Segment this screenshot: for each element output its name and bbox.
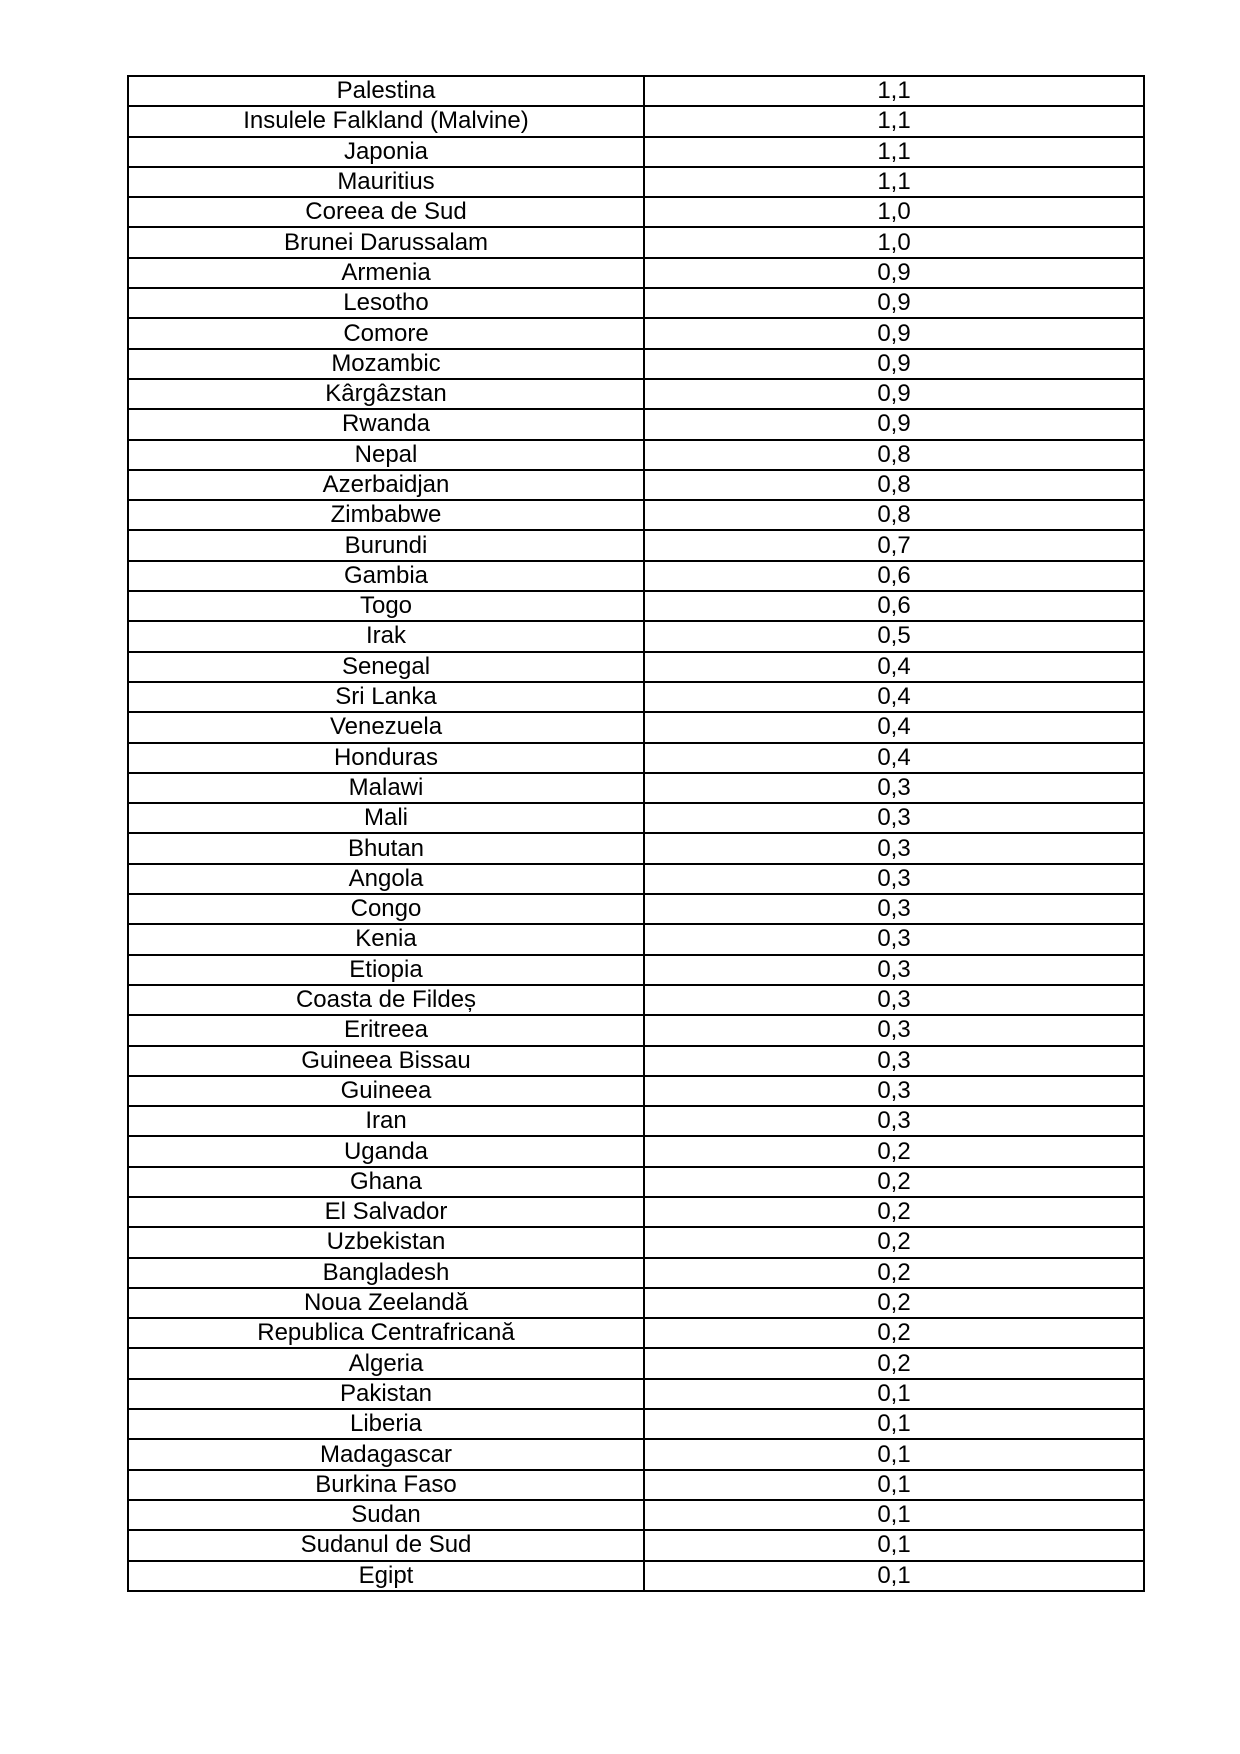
value-cell: 0,3 [644, 985, 1144, 1015]
value-cell: 0,3 [644, 1106, 1144, 1136]
country-cell: Eritreea [128, 1015, 644, 1045]
table-row [128, 652, 1144, 682]
table-row [128, 1015, 1144, 1045]
country-cell: Venezuela [128, 712, 644, 742]
value-cell: 0,9 [644, 258, 1144, 288]
value-cell: 0,1 [644, 1409, 1144, 1439]
table-row [128, 530, 1144, 560]
country-cell: Burkina Faso [128, 1470, 644, 1500]
table-row [128, 1561, 1144, 1591]
country-cell: Senegal [128, 652, 644, 682]
country-cell: Sudanul de Sud [128, 1530, 644, 1560]
country-cell: Iran [128, 1106, 644, 1136]
table-row [128, 561, 1144, 591]
country-cell: Madagascar [128, 1439, 644, 1469]
country-cell: Nepal [128, 440, 644, 470]
value-cell: 0,3 [644, 773, 1144, 803]
country-cell: Azerbaidjan [128, 470, 644, 500]
value-cell: 0,2 [644, 1197, 1144, 1227]
value-cell: 1,0 [644, 227, 1144, 257]
value-cell: 0,3 [644, 833, 1144, 863]
table-row [128, 985, 1144, 1015]
table-row [128, 137, 1144, 167]
value-cell: 0,6 [644, 591, 1144, 621]
table-row [128, 1076, 1144, 1106]
table-row [128, 227, 1144, 257]
value-cell: 0,1 [644, 1439, 1144, 1469]
value-cell: 1,1 [644, 106, 1144, 136]
table-row [128, 743, 1144, 773]
value-cell: 0,3 [644, 1046, 1144, 1076]
value-cell: 0,3 [644, 1015, 1144, 1045]
table-row [128, 106, 1144, 136]
table-row [128, 318, 1144, 348]
country-cell: Sudan [128, 1500, 644, 1530]
value-cell: 0,4 [644, 743, 1144, 773]
value-cell: 0,9 [644, 409, 1144, 439]
value-cell: 0,9 [644, 349, 1144, 379]
table-row [128, 288, 1144, 318]
table-row [128, 1379, 1144, 1409]
value-cell: 0,2 [644, 1227, 1144, 1257]
value-cell: 0,2 [644, 1318, 1144, 1348]
value-cell: 1,1 [644, 137, 1144, 167]
value-cell: 0,2 [644, 1136, 1144, 1166]
value-cell: 0,6 [644, 561, 1144, 591]
value-cell: 0,3 [644, 894, 1144, 924]
country-cell: Togo [128, 591, 644, 621]
country-cell: Republica Centrafricană [128, 1318, 644, 1348]
value-cell: 0,4 [644, 712, 1144, 742]
table-row [128, 1318, 1144, 1348]
table-row [128, 1409, 1144, 1439]
country-cell: Ghana [128, 1167, 644, 1197]
value-cell: 0,1 [644, 1530, 1144, 1560]
value-cell: 0,9 [644, 288, 1144, 318]
value-cell: 1,1 [644, 76, 1144, 106]
table-row [128, 894, 1144, 924]
country-cell: Coasta de Fildeș [128, 985, 644, 1015]
table-row [128, 864, 1144, 894]
country-cell: Japonia [128, 137, 644, 167]
value-cell: 0,1 [644, 1500, 1144, 1530]
value-cell: 0,8 [644, 440, 1144, 470]
table-body [128, 76, 1144, 1591]
value-cell: 0,3 [644, 924, 1144, 954]
country-cell: Malawi [128, 773, 644, 803]
country-cell: Honduras [128, 743, 644, 773]
country-cell: El Salvador [128, 1197, 644, 1227]
country-cell: Lesotho [128, 288, 644, 318]
value-cell: 0,1 [644, 1470, 1144, 1500]
value-cell: 0,3 [644, 955, 1144, 985]
table-row [128, 773, 1144, 803]
table-row [128, 258, 1144, 288]
country-cell: Coreea de Sud [128, 197, 644, 227]
country-value-table [127, 75, 1145, 1592]
country-cell: Guineea Bissau [128, 1046, 644, 1076]
value-cell: 0,3 [644, 864, 1144, 894]
value-cell: 0,9 [644, 379, 1144, 409]
country-cell: Bangladesh [128, 1258, 644, 1288]
country-cell: Liberia [128, 1409, 644, 1439]
table-row [128, 621, 1144, 651]
table-row [128, 1167, 1144, 1197]
value-cell: 0,4 [644, 652, 1144, 682]
country-cell: Armenia [128, 258, 644, 288]
value-cell: 0,8 [644, 500, 1144, 530]
table-row [128, 955, 1144, 985]
country-cell: Palestina [128, 76, 644, 106]
country-cell: Irak [128, 621, 644, 651]
country-cell: Gambia [128, 561, 644, 591]
country-cell: Noua Zeelandă [128, 1288, 644, 1318]
country-cell: Kenia [128, 924, 644, 954]
value-cell: 0,8 [644, 470, 1144, 500]
country-cell: Etiopia [128, 955, 644, 985]
table-row [128, 197, 1144, 227]
country-cell: Zimbabwe [128, 500, 644, 530]
table-row [128, 924, 1144, 954]
table-row [128, 379, 1144, 409]
value-cell: 0,7 [644, 530, 1144, 560]
value-cell: 0,4 [644, 682, 1144, 712]
country-cell: Pakistan [128, 1379, 644, 1409]
table-row [128, 682, 1144, 712]
table-row [128, 1470, 1144, 1500]
country-cell: Uzbekistan [128, 1227, 644, 1257]
table-row [128, 1136, 1144, 1166]
table-row [128, 1530, 1144, 1560]
country-cell: Mali [128, 803, 644, 833]
value-cell: 0,3 [644, 803, 1144, 833]
country-cell: Angola [128, 864, 644, 894]
table-row [128, 500, 1144, 530]
table-row [128, 349, 1144, 379]
country-cell: Brunei Darussalam [128, 227, 644, 257]
value-cell: 0,9 [644, 318, 1144, 348]
value-cell: 0,2 [644, 1348, 1144, 1378]
table-row [128, 1258, 1144, 1288]
value-cell: 0,3 [644, 1076, 1144, 1106]
value-cell: 0,2 [644, 1288, 1144, 1318]
country-cell: Algeria [128, 1348, 644, 1378]
country-cell: Egipt [128, 1561, 644, 1591]
table-row [128, 1439, 1144, 1469]
table-row [128, 1348, 1144, 1378]
value-cell: 0,2 [644, 1258, 1144, 1288]
table-row [128, 440, 1144, 470]
table-row [128, 712, 1144, 742]
country-cell: Sri Lanka [128, 682, 644, 712]
country-cell: Kârgâzstan [128, 379, 644, 409]
table-row [128, 803, 1144, 833]
table-row [128, 76, 1144, 106]
table-row [128, 1500, 1144, 1530]
table-row [128, 1046, 1144, 1076]
table-row [128, 591, 1144, 621]
country-cell: Mozambic [128, 349, 644, 379]
table-row [128, 833, 1144, 863]
table-row [128, 470, 1144, 500]
country-cell: Uganda [128, 1136, 644, 1166]
country-cell: Burundi [128, 530, 644, 560]
country-cell: Insulele Falkland (Malvine) [128, 106, 644, 136]
table-row [128, 409, 1144, 439]
table-row [128, 1197, 1144, 1227]
value-cell: 1,0 [644, 197, 1144, 227]
table-row [128, 167, 1144, 197]
country-cell: Guineea [128, 1076, 644, 1106]
value-cell: 0,2 [644, 1167, 1144, 1197]
value-cell: 0,1 [644, 1561, 1144, 1591]
value-cell: 0,1 [644, 1379, 1144, 1409]
country-cell: Bhutan [128, 833, 644, 863]
table-row [128, 1288, 1144, 1318]
value-cell: 0,5 [644, 621, 1144, 651]
country-cell: Mauritius [128, 167, 644, 197]
table-row [128, 1106, 1144, 1136]
table-row [128, 1227, 1144, 1257]
value-cell: 1,1 [644, 167, 1144, 197]
country-cell: Rwanda [128, 409, 644, 439]
country-cell: Comore [128, 318, 644, 348]
country-cell: Congo [128, 894, 644, 924]
